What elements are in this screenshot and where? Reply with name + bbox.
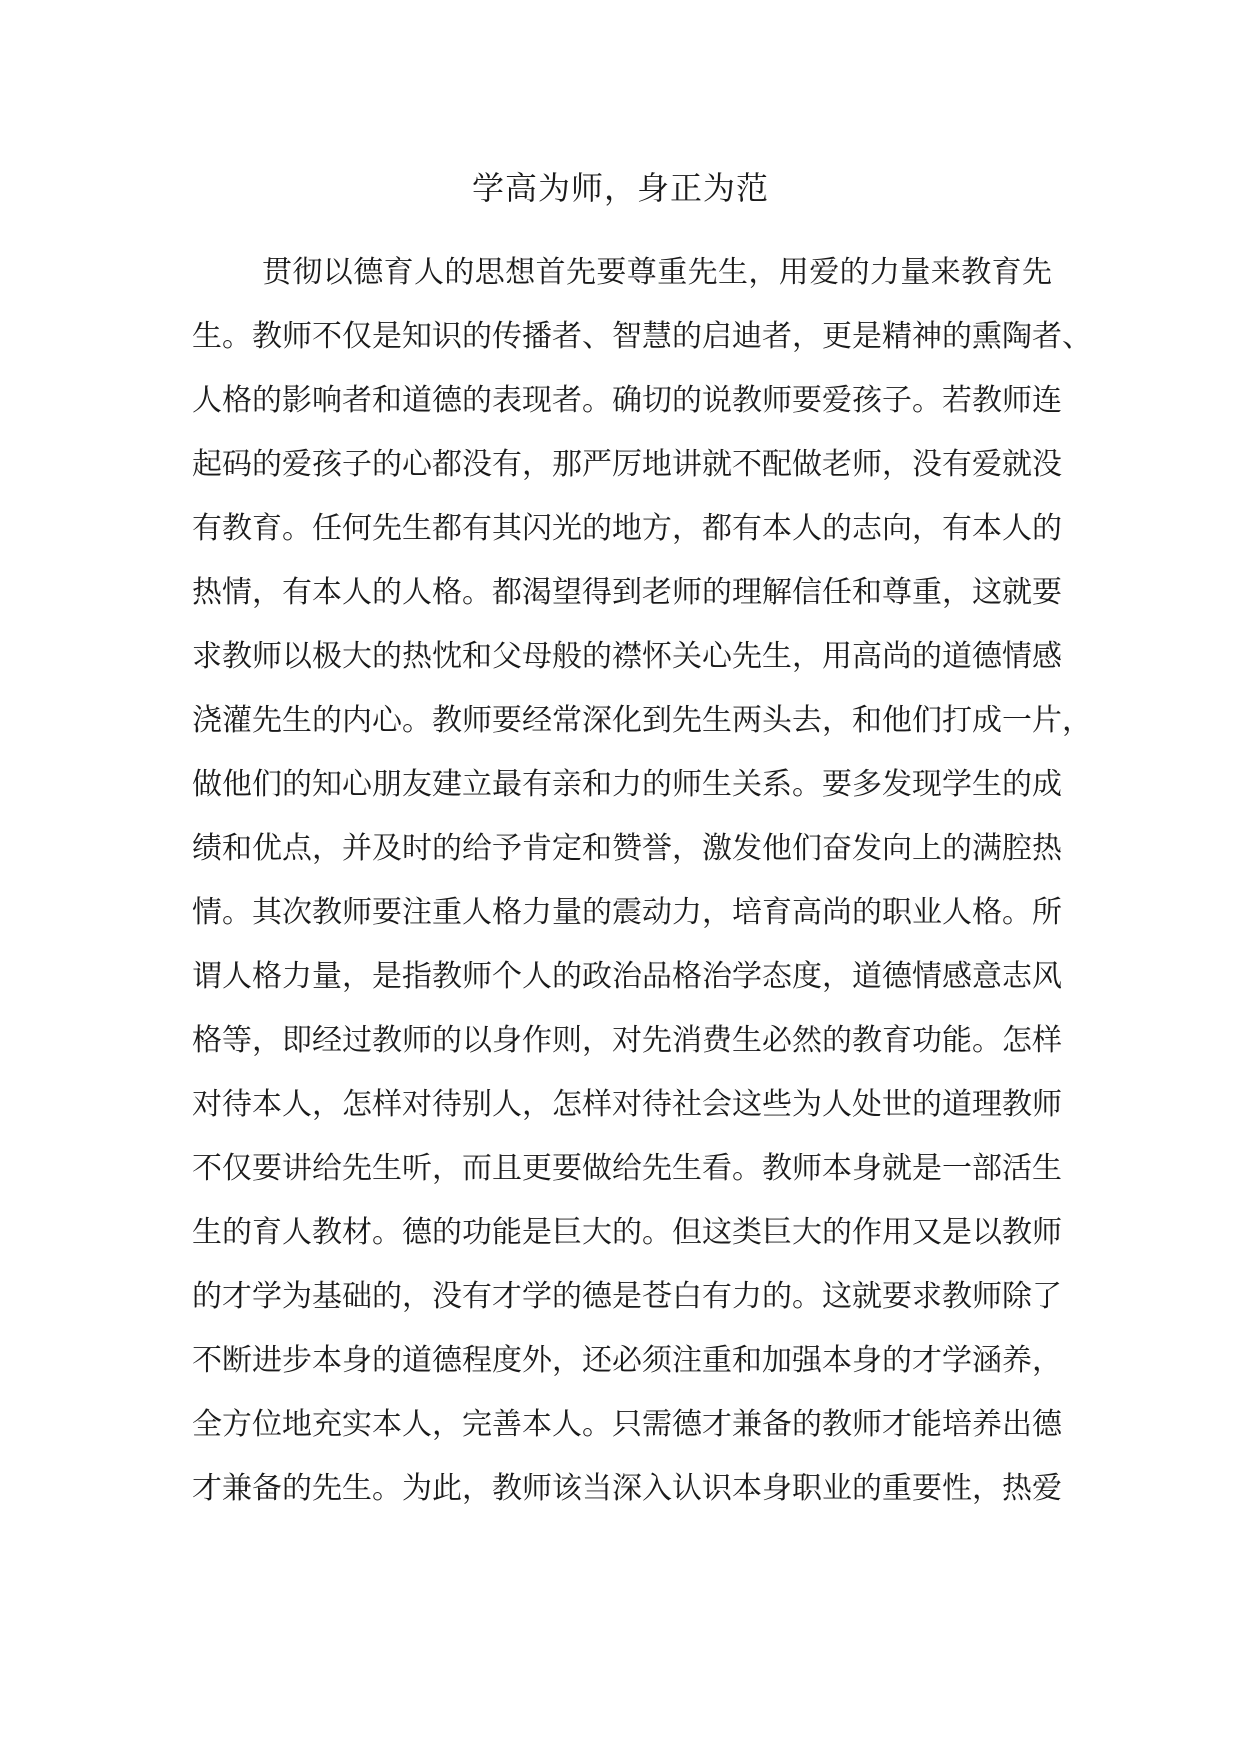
paragraph-line: 热情，有本人的人格。都渴望得到老师的理解信任和尊重，这就要 (192, 575, 1062, 610)
paragraph-line: 的才学为基础的，没有才学的德是苍白有力的。这就要求教师除了 (192, 1279, 1062, 1314)
paragraph-line: 不断进步本身的道德程度外，还必须注重和加强本身的才学涵养， (192, 1343, 1062, 1378)
paragraph-line: 生。教师不仅是知识的传播者、智慧的启迪者，更是精神的熏陶者、 (192, 319, 1092, 354)
document-title: 学高为师，身正为范 (471, 169, 769, 207)
paragraph-line: 对待本人，怎样对待别人，怎样对待社会这些为人处世的道理教师 (192, 1087, 1062, 1122)
paragraph-line: 谓人格力量，是指教师个人的政治品格治学态度，道德情感意志风 (192, 959, 1062, 994)
paragraph-line: 绩和优点，并及时的给予肯定和赞誉，激发他们奋发向上的满腔热 (192, 831, 1062, 866)
paragraph-line: 起码的爱孩子的心都没有，那严厉地讲就不配做老师，没有爱就没 (192, 447, 1062, 482)
paragraph-line: 格等，即经过教师的以身作则，对先消费生必然的教育功能。怎样 (192, 1023, 1062, 1058)
paragraph-line: 贯彻以德育人的思想首先要尊重先生，用爱的力量来教育先 (262, 255, 1052, 290)
paragraph-line: 人格的影响者和道德的表现者。确切的说教师要爱孩子。若教师连 (192, 383, 1062, 418)
paragraph-line: 做他们的知心朋友建立最有亲和力的师生关系。要多发现学生的成 (192, 767, 1062, 802)
document-body (192, 241, 1092, 1521)
paragraph-line: 才兼备的先生。为此，教师该当深入认识本身职业的重要性，热爱 (192, 1471, 1062, 1506)
paragraph-line: 全方位地充实本人，完善本人。只需德才兼备的教师才能培养出德 (192, 1407, 1062, 1442)
paragraph-line: 情。其次教师要注重人格力量的震动力，培育高尚的职业人格。所 (192, 895, 1062, 930)
paragraph-line: 生的育人教材。德的功能是巨大的。但这类巨大的作用又是以教师 (192, 1215, 1062, 1250)
paragraph-line: 求教师以极大的热忱和父母般的襟怀关心先生，用高尚的道德情感 (192, 639, 1062, 674)
paragraph-line: 有教育。任何先生都有其闪光的地方，都有本人的志向，有本人的 (192, 511, 1062, 546)
paragraph-line: 浇灌先生的内心。教师要经常深化到先生两头去，和他们打成一片， (192, 703, 1092, 738)
paragraph-line: 不仅要讲给先生听，而且更要做给先生看。教师本身就是一部活生 (192, 1151, 1062, 1186)
